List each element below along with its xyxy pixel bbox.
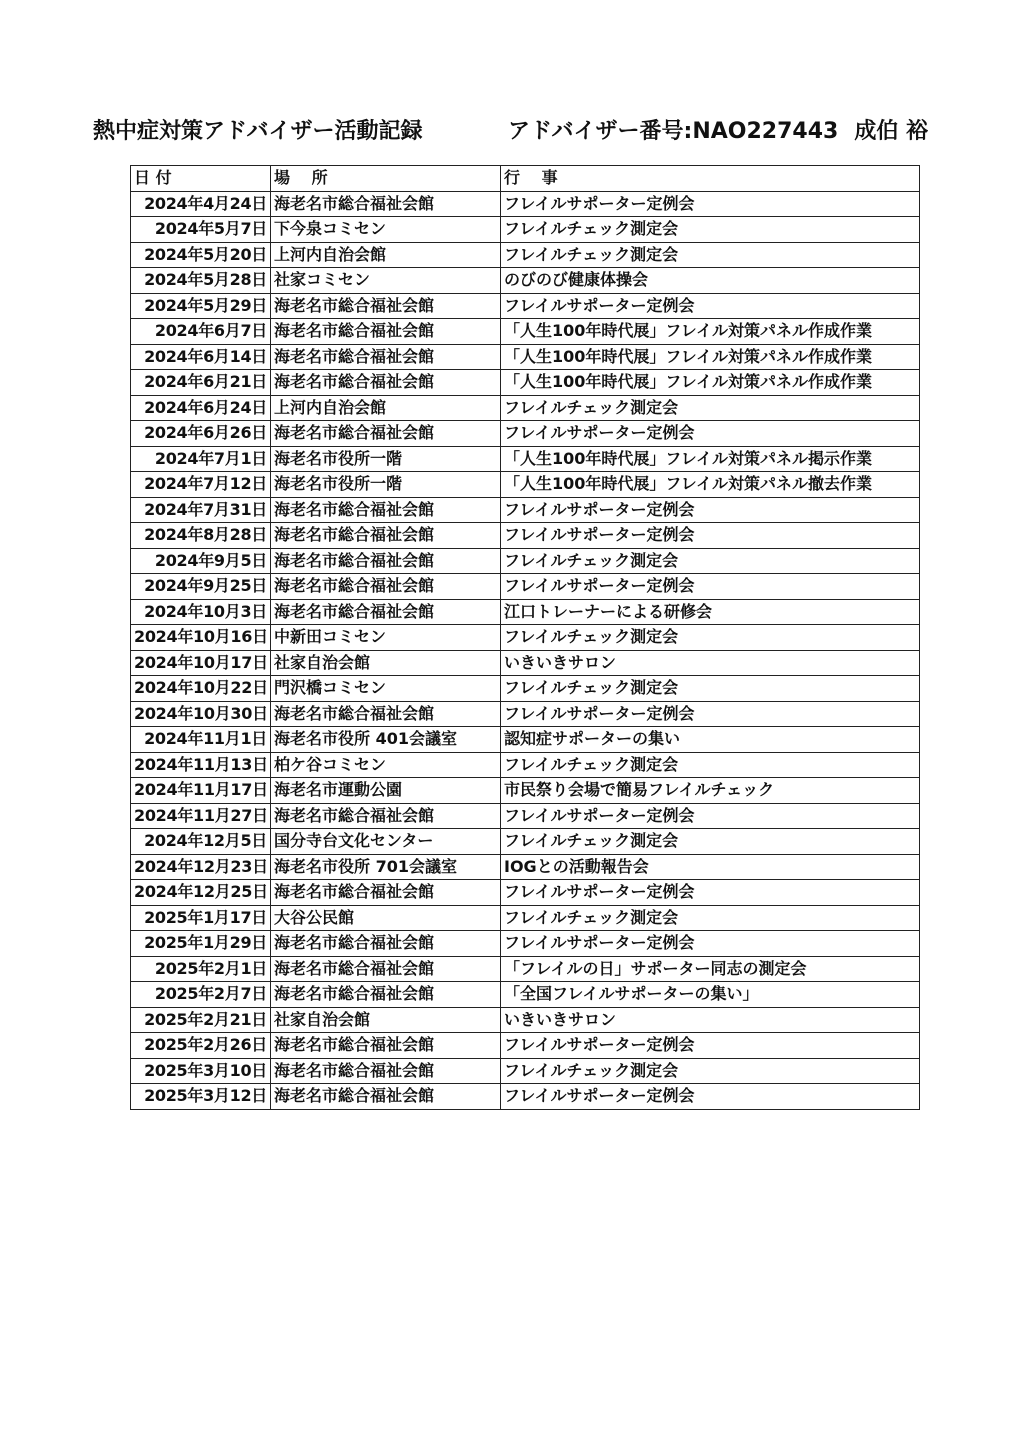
date-cell: 2024年10月22日 <box>131 676 271 702</box>
date-cell: 2024年6月7日 <box>131 319 271 345</box>
date-cell: 2024年10月17日 <box>131 650 271 676</box>
place-cell: 上河内自治会館 <box>271 395 501 421</box>
date-cell: 2024年4月24日 <box>131 191 271 217</box>
event-cell: フレイルサポーター定例会 <box>501 191 920 217</box>
event-cell: フレイルチェック測定会 <box>501 905 920 931</box>
date-cell: 2024年5月7日 <box>131 217 271 243</box>
event-cell: いきいきサロン <box>501 1007 920 1033</box>
place-cell: 海老名市総合福祉会館 <box>271 701 501 727</box>
place-cell: 海老名市総合福祉会館 <box>271 344 501 370</box>
table-row <box>131 472 920 498</box>
event-cell: フレイルサポーター定例会 <box>501 1084 920 1110</box>
event-cell: 「全国フレイルサポーターの集い」 <box>501 982 920 1008</box>
date-cell: 2025年3月12日 <box>131 1084 271 1110</box>
table-row <box>131 370 920 396</box>
place-cell: 社家自治会館 <box>271 1007 501 1033</box>
table-row <box>131 1058 920 1084</box>
place-cell: 海老名市総合福祉会館 <box>271 370 501 396</box>
date-cell: 2024年6月26日 <box>131 421 271 447</box>
event-cell: フレイルチェック測定会 <box>501 217 920 243</box>
table-row <box>131 931 920 957</box>
place-cell: 海老名市総合福祉会館 <box>271 1058 501 1084</box>
table-row <box>131 1033 920 1059</box>
date-cell: 2024年5月28日 <box>131 268 271 294</box>
event-cell: 「人生100年時代展」フレイル対策パネル撤去作業 <box>501 472 920 498</box>
table-row <box>131 752 920 778</box>
event-cell: フレイルチェック測定会 <box>501 548 920 574</box>
date-cell: 2024年6月24日 <box>131 395 271 421</box>
table-row <box>131 727 920 753</box>
place-cell: 海老名市総合福祉会館 <box>271 803 501 829</box>
event-cell: フレイルサポーター定例会 <box>501 497 920 523</box>
event-cell: 「人生100年時代展」フレイル対策パネル作成作業 <box>501 319 920 345</box>
table-row <box>131 191 920 217</box>
date-cell: 2024年6月21日 <box>131 370 271 396</box>
date-cell: 2025年1月29日 <box>131 931 271 957</box>
event-cell: 「人生100年時代展」フレイル対策パネル掲示作業 <box>501 446 920 472</box>
table-row <box>131 650 920 676</box>
place-cell: 海老名市役所一階 <box>271 472 501 498</box>
place-cell: 海老名市総合福祉会館 <box>271 599 501 625</box>
date-cell: 2025年2月1日 <box>131 956 271 982</box>
date-cell: 2024年12月5日 <box>131 829 271 855</box>
event-cell: 市民祭り会場で簡易フレイルチェック <box>501 778 920 804</box>
table-row <box>131 574 920 600</box>
table-row <box>131 548 920 574</box>
event-cell: フレイルチェック測定会 <box>501 676 920 702</box>
place-cell: 海老名市総合福祉会館 <box>271 421 501 447</box>
place-cell: 海老名市総合福祉会館 <box>271 319 501 345</box>
date-cell: 2025年2月21日 <box>131 1007 271 1033</box>
table-row <box>131 293 920 319</box>
date-cell: 2024年6月14日 <box>131 344 271 370</box>
date-cell: 2024年7月1日 <box>131 446 271 472</box>
event-cell: フレイルサポーター定例会 <box>501 574 920 600</box>
date-cell: 2024年5月20日 <box>131 242 271 268</box>
place-cell: 海老名市総合福祉会館 <box>271 497 501 523</box>
table-row <box>131 982 920 1008</box>
place-cell: 上河内自治会館 <box>271 242 501 268</box>
event-cell: フレイルチェック測定会 <box>501 1058 920 1084</box>
date-cell: 2024年5月29日 <box>131 293 271 319</box>
event-cell: フレイルサポーター定例会 <box>501 880 920 906</box>
place-cell: 海老名市総合福祉会館 <box>271 523 501 549</box>
date-cell: 2024年8月28日 <box>131 523 271 549</box>
place-cell: 海老名市総合福祉会館 <box>271 191 501 217</box>
date-cell: 2024年9月25日 <box>131 574 271 600</box>
date-cell: 2025年3月10日 <box>131 1058 271 1084</box>
place-cell: 国分寺台文化センター <box>271 829 501 855</box>
event-cell: フレイルサポーター定例会 <box>501 701 920 727</box>
table-row <box>131 1084 920 1110</box>
place-cell: 社家コミセン <box>271 268 501 294</box>
table-row <box>131 676 920 702</box>
table-row <box>131 625 920 651</box>
date-cell: 2024年7月31日 <box>131 497 271 523</box>
date-cell: 2025年2月26日 <box>131 1033 271 1059</box>
event-cell: フレイルチェック測定会 <box>501 395 920 421</box>
place-cell: 海老名市総合福祉会館 <box>271 956 501 982</box>
date-cell: 2024年7月12日 <box>131 472 271 498</box>
event-cell: フレイルサポーター定例会 <box>501 293 920 319</box>
event-cell: フレイルサポーター定例会 <box>501 931 920 957</box>
event-cell: のびのび健康体操会 <box>501 268 920 294</box>
date-cell: 2024年10月16日 <box>131 625 271 651</box>
table-row <box>131 905 920 931</box>
event-cell: IOGとの活動報告会 <box>501 854 920 880</box>
place-cell: 海老名市総合福祉会館 <box>271 548 501 574</box>
table-header-row <box>131 166 920 192</box>
place-cell: 海老名市役所一階 <box>271 446 501 472</box>
event-cell: いきいきサロン <box>501 650 920 676</box>
date-cell: 2024年11月17日 <box>131 778 271 804</box>
table-row <box>131 829 920 855</box>
place-cell: 海老名市役所 401会議室 <box>271 727 501 753</box>
place-cell: 海老名市総合福祉会館 <box>271 931 501 957</box>
header-date: 日 付 <box>131 166 271 192</box>
date-cell: 2024年12月23日 <box>131 854 271 880</box>
event-cell: 江口トレーナーによる研修会 <box>501 599 920 625</box>
event-cell: フレイルチェック測定会 <box>501 625 920 651</box>
table-row <box>131 217 920 243</box>
date-cell: 2024年11月1日 <box>131 727 271 753</box>
table-row <box>131 880 920 906</box>
event-cell: 「フレイルの日」サポーター同志の測定会 <box>501 956 920 982</box>
table-row <box>131 242 920 268</box>
page-title: 熱中症対策アドバイザー活動記録 <box>93 119 423 144</box>
table-row <box>131 446 920 472</box>
event-cell: 認知症サポーターの集い <box>501 727 920 753</box>
event-cell: フレイルサポーター定例会 <box>501 421 920 447</box>
event-cell: 「人生100年時代展」フレイル対策パネル作成作業 <box>501 370 920 396</box>
table-row <box>131 268 920 294</box>
event-cell: フレイルサポーター定例会 <box>501 803 920 829</box>
date-cell: 2024年9月5日 <box>131 548 271 574</box>
table-row <box>131 1007 920 1033</box>
place-cell: 海老名市総合福祉会館 <box>271 880 501 906</box>
activity-record-table <box>130 165 920 1110</box>
header-place: 場 所 <box>271 166 501 192</box>
date-cell: 2024年10月3日 <box>131 599 271 625</box>
table-row <box>131 599 920 625</box>
table-row <box>131 421 920 447</box>
place-cell: 門沢橋コミセン <box>271 676 501 702</box>
date-cell: 2025年2月7日 <box>131 982 271 1008</box>
date-cell: 2025年1月17日 <box>131 905 271 931</box>
place-cell: 大谷公民館 <box>271 905 501 931</box>
table-row <box>131 319 920 345</box>
advisor-name: 成伯 裕 <box>854 119 929 144</box>
place-cell: 下今泉コミセン <box>271 217 501 243</box>
table-row <box>131 701 920 727</box>
table-row <box>131 803 920 829</box>
table-row <box>131 497 920 523</box>
date-cell: 2024年10月30日 <box>131 701 271 727</box>
place-cell: 社家自治会館 <box>271 650 501 676</box>
place-cell: 中新田コミセン <box>271 625 501 651</box>
advisor-number: アドバイザー番号:NAO227443 <box>508 119 839 144</box>
date-cell: 2024年12月25日 <box>131 880 271 906</box>
date-cell: 2024年11月27日 <box>131 803 271 829</box>
place-cell: 海老名市役所 701会議室 <box>271 854 501 880</box>
date-cell: 2024年11月13日 <box>131 752 271 778</box>
event-cell: フレイルチェック測定会 <box>501 242 920 268</box>
table-row <box>131 956 920 982</box>
table-row <box>131 523 920 549</box>
place-cell: 柏ケ谷コミセン <box>271 752 501 778</box>
event-cell: フレイルチェック測定会 <box>501 752 920 778</box>
event-cell: 「人生100年時代展」フレイル対策パネル作成作業 <box>501 344 920 370</box>
place-cell: 海老名市総合福祉会館 <box>271 1084 501 1110</box>
table-row <box>131 344 920 370</box>
event-cell: フレイルサポーター定例会 <box>501 523 920 549</box>
place-cell: 海老名市総合福祉会館 <box>271 1033 501 1059</box>
place-cell: 海老名市総合福祉会館 <box>271 982 501 1008</box>
place-cell: 海老名市総合福祉会館 <box>271 574 501 600</box>
table-row <box>131 854 920 880</box>
header-event: 行 事 <box>501 166 920 192</box>
place-cell: 海老名市運動公園 <box>271 778 501 804</box>
advisor-info <box>508 114 928 145</box>
event-cell: フレイルチェック測定会 <box>501 829 920 855</box>
event-cell: フレイルサポーター定例会 <box>501 1033 920 1059</box>
table-row <box>131 778 920 804</box>
table-row <box>131 395 920 421</box>
place-cell: 海老名市総合福祉会館 <box>271 293 501 319</box>
table-body <box>131 191 920 1109</box>
